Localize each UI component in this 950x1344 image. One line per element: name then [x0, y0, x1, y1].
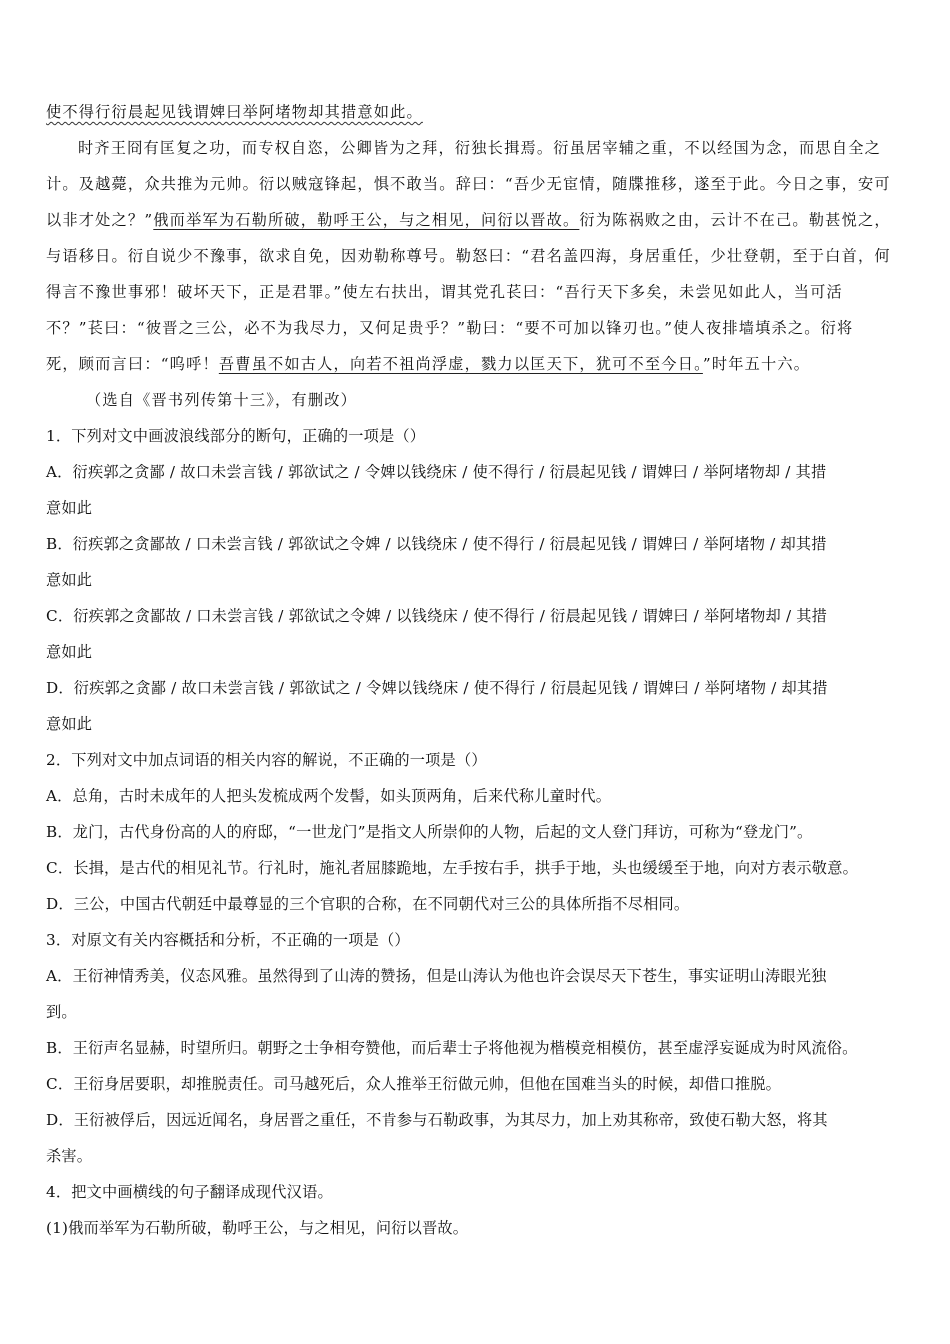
question-1-option-c: C．衍疾郭之贪鄙故 / 口未尝言钱 / 郭欲试之令婢 / 以钱绕床 / 使不得行 / 衍晨起见钱 / 谓婢曰 / 举阿堵物却 / 其措	[46, 607, 828, 625]
question-3-option-b: B．王衍声名显赫，时望所归。朝野之士争相夸赞他，而后辈士子将他视为楷模竞相模仿，甚至虚浮妄诞成为时风流俗。	[46, 1039, 858, 1057]
question-4-stem: 4．把文中画横线的句子翻译成现代汉语。	[46, 1183, 333, 1201]
question-4-sentence-1: (1)俄而举军为石勒所破，勒呼王公，与之相见，问衍以晋故。	[46, 1219, 469, 1237]
question-3-option-d-cont: 杀害。	[46, 1147, 93, 1165]
questions	[46, 418, 918, 1246]
question-1-option-a: A．衍疾郭之贪鄙 / 故口未尝言钱 / 郭欲试之 / 令婢以钱绕床 / 使不得行 / 衍晨起见钱 / 谓婢曰 / 举阿堵物却 / 其措	[46, 463, 827, 481]
passage-line: 不？”苌曰：“彼晋之三公，必不为我尽力，又何足贵乎？”勒曰：“要不可加以锋刃也。”使人夜排墙填杀之。衍将	[46, 319, 854, 337]
question-1-option-b-cont: 意如此	[46, 571, 93, 589]
question-1-option-d: D．衍疾郭之贪鄙 / 故口未尝言钱 / 郭欲试之 / 令婢以钱绕床 / 使不得行 / 衍晨起见钱 / 谓婢曰 / 举阿堵物 / 却其措	[46, 679, 828, 697]
question-1-option-b: B．衍疾郭之贪鄙故 / 口未尝言钱 / 郭欲试之令婢 / 以钱绕床 / 使不得行 / 衍晨起见钱 / 谓婢曰 / 举阿堵物 / 却其措	[46, 535, 827, 553]
passage-line: 计。及越薨，众共推为元帅。衍以贼寇锋起，惧不敢当。辞曰：“吾少无宦情，随牒推移，遂至于此。今日之事，安可	[46, 175, 891, 193]
question-1-option-a-cont: 意如此	[46, 499, 93, 517]
question-1-stem: 1．下列对文中画波浪线部分的断句，正确的一项是（）	[46, 427, 426, 445]
question-2-stem: 2．下列对文中加点词语的相关内容的解说，不正确的一项是（）	[46, 751, 487, 769]
passage	[46, 94, 918, 418]
question-1-option-c-cont: 意如此	[46, 643, 93, 661]
passage-text: ”时年五十六。	[702, 355, 811, 373]
passage-text: 衍为陈祸败之由，云计不在己。勒甚悦之，	[579, 211, 891, 229]
wavy-underlined-text: 使不得行衍晨起见钱谓婢曰举阿堵物却其措意如此。	[46, 103, 423, 121]
passage-text: 死，顾而言曰：“呜呼！	[46, 355, 219, 373]
underlined-sentence-1: 俄而举军为石勒所破，勒呼王公，与之相见，问衍以晋故。	[153, 211, 580, 229]
question-3-option-d: D．王衍被俘后，因远近闻名，身居晋之重任，不肯参与石勒政事，为其尽力，加上劝其称帝，致使石勒大怒，将其	[46, 1111, 828, 1129]
passage-line	[46, 94, 918, 130]
passage-text: 以非才处之？”	[46, 211, 154, 229]
question-2-option-d: D．三公，中国古代朝廷中最尊显的三个官职的合称，在不同朝代对三公的具体所指不尽相同。	[46, 895, 690, 913]
passage-line	[46, 346, 918, 382]
passage-line: 与语移日。衍自说少不豫事，欲求自免，因劝勒称尊号。勒怒曰：“君名盖四海，身居重任，少壮登朝，至于白首，何	[46, 247, 891, 265]
question-2-option-b: B．龙门，古代身份高的人的府邸，“一世龙门”是指文人所崇仰的人物，后起的文人登门拜访，可称为“登龙门”。	[46, 823, 813, 841]
passage-line: 得言不豫世事邪！破坏天下，正是君罪。”使左右扶出，谓其党孔苌曰：“吾行天下多矣，未尝见如此人，当可活	[46, 283, 843, 301]
question-1-option-d-cont: 意如此	[46, 715, 93, 733]
question-3-stem: 3．对原文有关内容概括和分析，不正确的一项是（）	[46, 931, 410, 949]
passage-source: （选自《晋书列传第十三》，有删改）	[86, 391, 357, 409]
question-3-option-a-cont: 到。	[46, 1003, 77, 1021]
question-2-option-a: A．总角，古时未成年的人把头发梳成两个发髻，如头顶两角，后来代称儿童时代。	[46, 787, 612, 805]
question-3-option-a: A．王衍神情秀美，仪态风雅。虽然得到了山涛的赞扬，但是山涛认为他也许会误尽天下苍生，事实证明山涛眼光独	[46, 967, 827, 985]
passage-line: 时齐王冏有匡复之功，而专权自恣，公卿皆为之拜，衍独长揖焉。衍虽居宰辅之重，不以经国为念，而思自全之	[78, 139, 881, 157]
document-page	[46, 94, 918, 1246]
underlined-sentence-2: 吾曹虽不如古人，向若不祖尚浮虚，戮力以匡天下，犹可不至今日。	[218, 355, 703, 373]
question-3-option-c: C．王衍身居要职，却推脱责任。司马越死后，众人推举王衍做元帅，但他在国难当头的时候，却借口推脱。	[46, 1075, 782, 1093]
question-2-option-c: C．长揖，是古代的相见礼节。行礼时，施礼者屈膝跪地，左手按右手，拱手于地，头也缓缓至于地，向对方表示敬意。	[46, 859, 858, 877]
passage-line	[46, 202, 918, 238]
